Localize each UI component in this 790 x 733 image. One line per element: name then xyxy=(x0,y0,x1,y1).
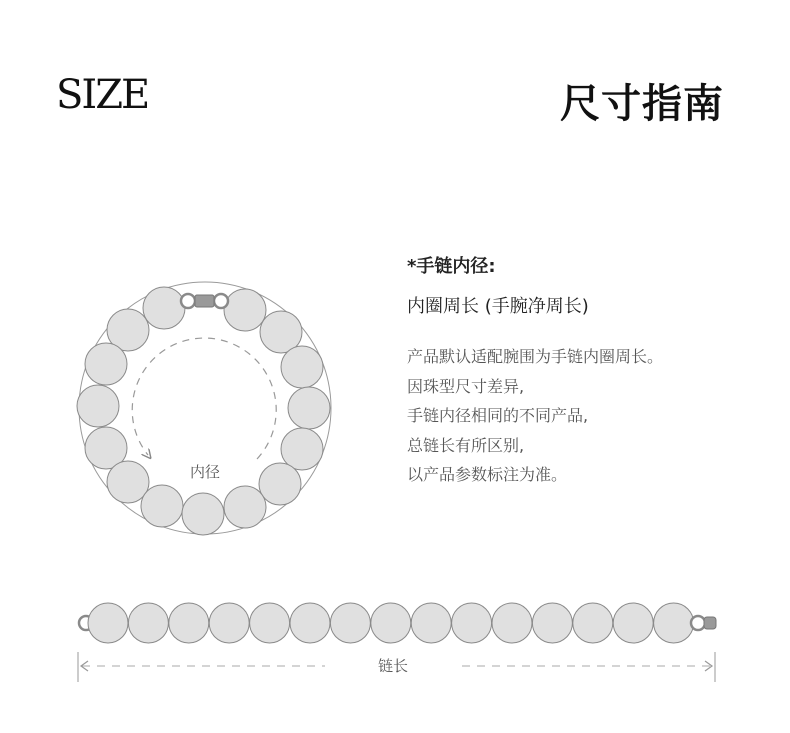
bead xyxy=(85,343,127,385)
bead xyxy=(77,385,119,427)
bead xyxy=(281,346,323,388)
info-line: 因珠型尺寸差异, xyxy=(407,376,525,396)
info-line: 手链内径相同的不同产品, xyxy=(407,406,589,425)
bead xyxy=(371,603,411,643)
bead xyxy=(224,486,266,528)
bead xyxy=(259,463,301,505)
size-title: SIZE xyxy=(56,72,149,118)
bead xyxy=(573,603,613,643)
inner-diameter-label: 内径 xyxy=(190,463,221,481)
bead xyxy=(128,603,168,643)
chain-length-label: 链长 xyxy=(378,657,409,675)
bead xyxy=(288,387,330,429)
info-line: 总链长有所区别, xyxy=(407,435,525,455)
bead xyxy=(182,493,224,535)
bead xyxy=(492,603,532,643)
right-clasp-icon xyxy=(691,616,716,630)
inner-diameter-arc xyxy=(132,338,276,459)
bead xyxy=(281,428,323,470)
bead xyxy=(452,603,492,643)
bead xyxy=(224,289,266,331)
clasp-icon xyxy=(181,294,228,308)
bead xyxy=(209,603,249,643)
size-guide-title: 尺寸指南 xyxy=(560,80,724,127)
bead xyxy=(330,603,370,643)
info-subheading: 内圈周长 (手腕净周长) xyxy=(407,296,589,317)
bead xyxy=(169,603,209,643)
straight-bracelet-beads xyxy=(88,603,694,643)
bead xyxy=(532,603,572,643)
info-line: 以产品参数标注为准。 xyxy=(407,465,568,484)
bead xyxy=(411,603,451,643)
info-heading: *手链内径: xyxy=(407,256,496,277)
bead xyxy=(143,287,185,329)
bead xyxy=(88,603,128,643)
bead xyxy=(654,603,694,643)
bead xyxy=(290,603,330,643)
bead xyxy=(613,603,653,643)
round-bracelet-beads xyxy=(77,287,330,535)
bead xyxy=(250,603,290,643)
bead xyxy=(141,485,183,527)
info-line: 产品默认适配腕围为手链内圈周长。 xyxy=(407,347,664,366)
